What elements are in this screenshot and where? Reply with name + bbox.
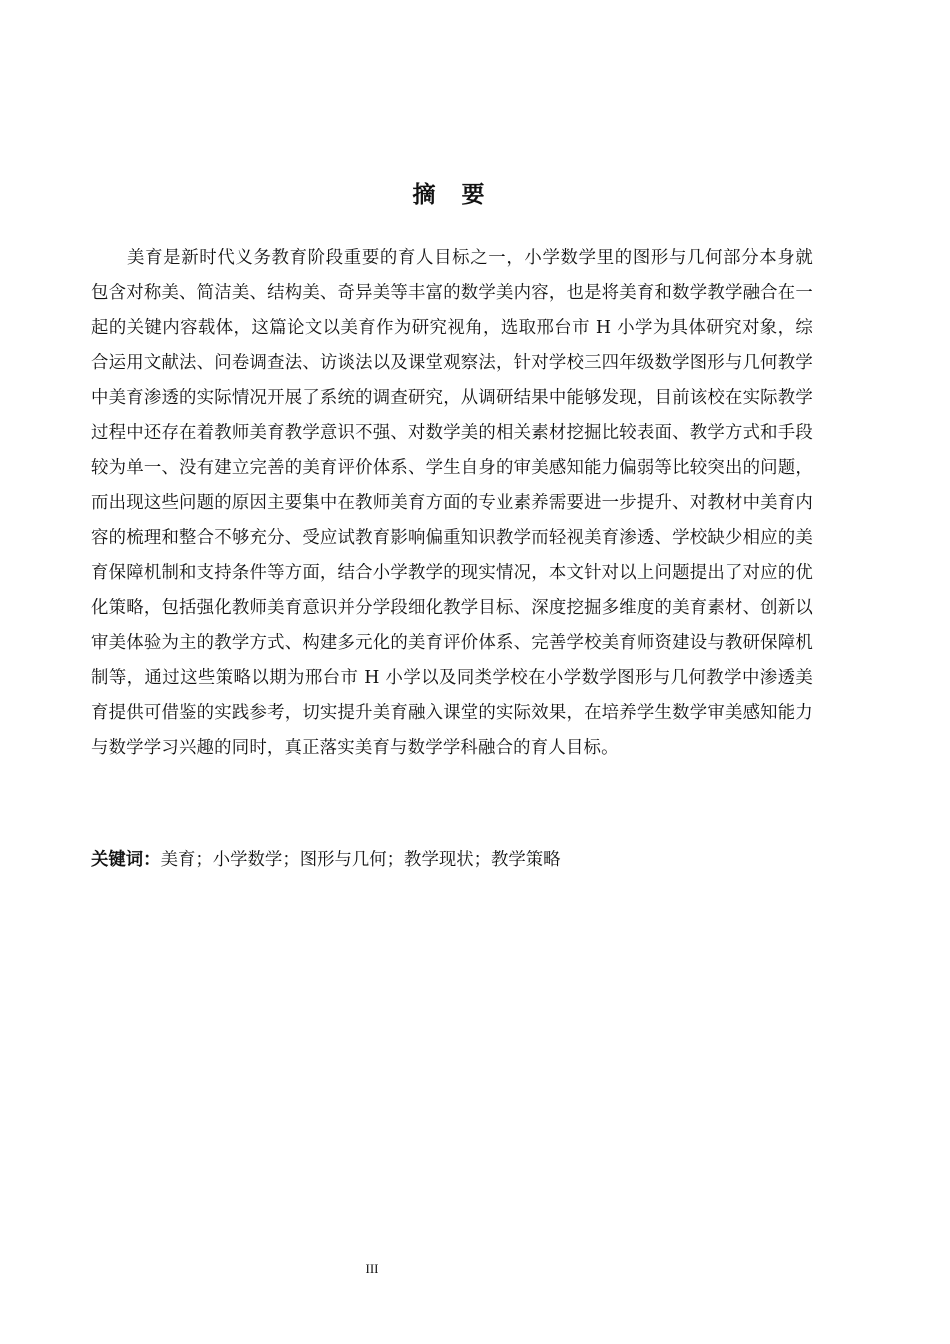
abstract-body: 美育是新时代义务教育阶段重要的育人目标之一，小学数学里的图形与几何部分本身就包含对称美、简洁美、结构美、奇异美等丰富的数学美内容，也是将美育和数学教学融合在一起的关键内容载体，这篇论文以美育作为研究视角，选取邢台市 H 小学为具体研究对象，综合运用文献法、问卷调查法、访谈法以及课堂观察法，针对学校三四年级数学图形与几何教学中美育渗透的实际情况开展了系统的调查研究，从调研结果中能够发现，目前该校在实际教学过程中还存在着教师美育教学意识不强、对数学美的相关素材挖掘比较表面、教学方式和手段较为单一、没有建立完善的美育评价体系、学生自身的审美感知能力偏弱等比较突出的问题，而出现这些问题的原因主要集中在教师美育方面的专业素养需要进一步提升、对教材中美育内容的梳理和整合不够充分、受应试教育影响偏重知识教学而轻视美育渗透、学校缺少相应的美育保障机制和支持条件等方面，结合小学教学的现实情况，本文针对以上问题提出了对应的优化策略，包括强化教师美育意识并分学段细化教学目标、深度挖掘多维度的美育素材、创新以审美体验为主的教学方式、构建多元化的美育评价体系、完善学校美育师资建设与教研保障机制等，通过这些策略以期为邢台市 H 小学以及同类学校在小学数学图形与几何教学中渗透美育提供可借鉴的实践参考，切实提升美育融入课堂的实际效果，在培养学生数学审美感知能力与数学学习兴趣的同时，真正落实美育与数学学科融合的育人目标。 <box>91 248 813 758</box>
keywords-label: 关键词： <box>91 850 161 870</box>
page-number: III <box>365 1261 379 1276</box>
keywords-text: 美育；小学数学；图形与几何；教学现状；教学策略 <box>160 850 561 870</box>
abstract-title: 摘 要 <box>412 182 494 208</box>
keywords-line <box>91 845 813 875</box>
